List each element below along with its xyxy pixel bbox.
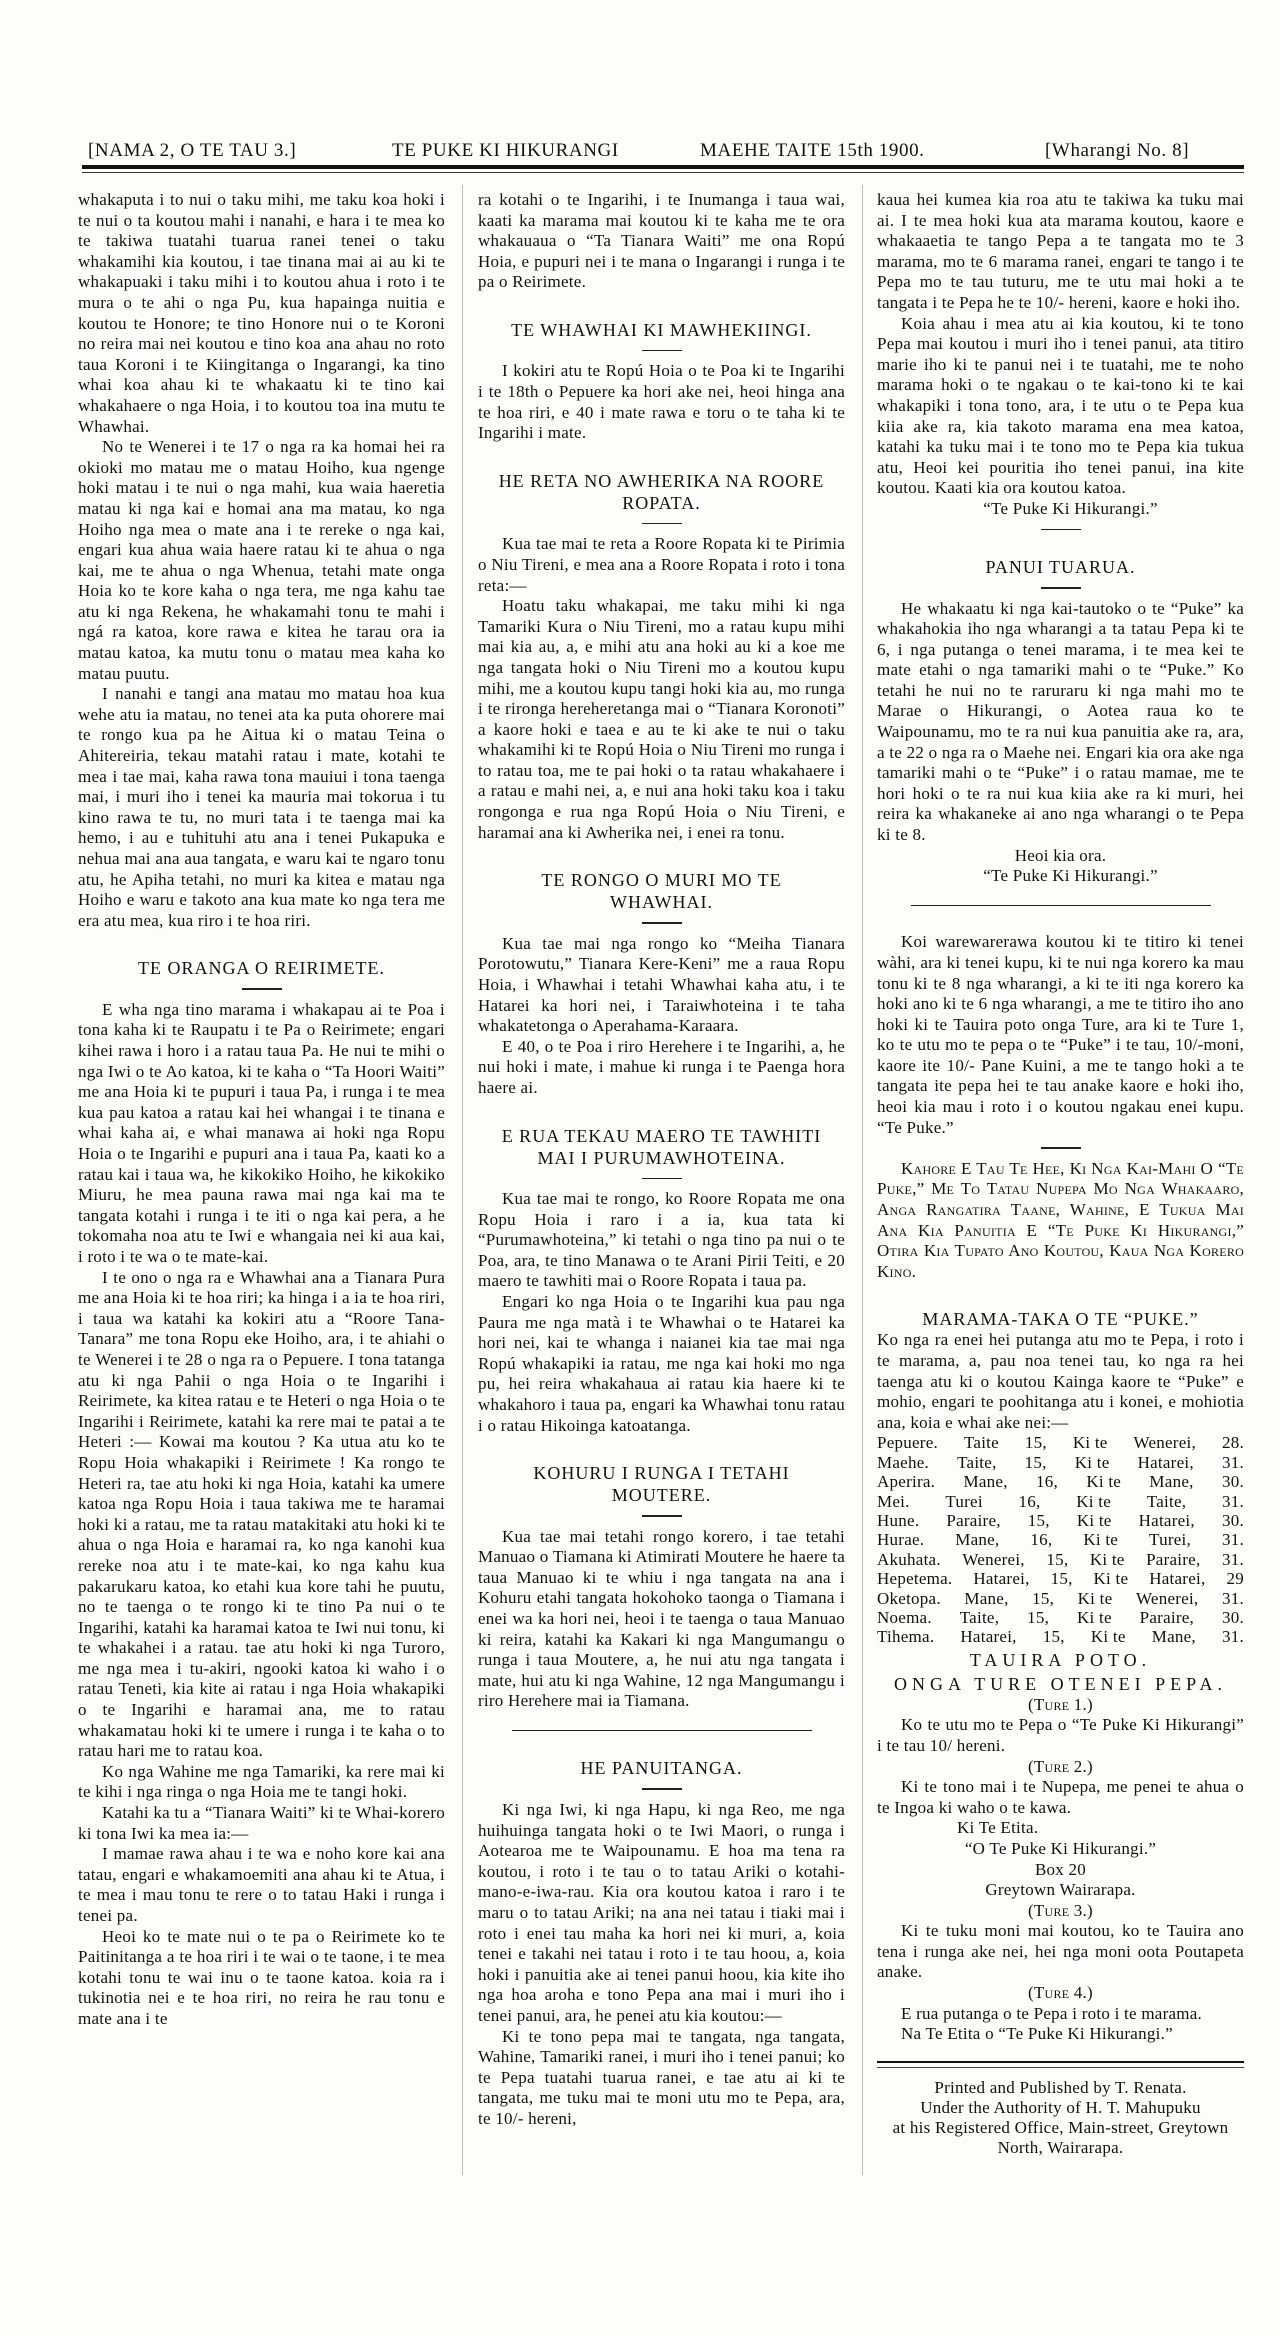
paragraph: Ko nga Wahine me nga Tamariki, ka rere mai ki te kihi i nga ringa o nga Hoia me te tangi hoki. bbox=[78, 1761, 445, 1802]
schedule-date: 15, bbox=[1024, 1433, 1047, 1453]
paragraph: Engari ko nga Hoia o te Ingarihi kua pau nga Paura me nga matà i te Whawhai o te Hatarei ka hori nei, kai te whanga i naianei kia tae mai nga Ropú whakapiki ia ratau, me nga kai hoki mo nga pu, hei reira whakahaua ai ratau kia haere ki te whakahoro i taua pa, engari ka Whawhai tonu ratau i o ratau Hikoinga katoatanga. bbox=[478, 1291, 845, 1435]
paragraph: Kua tae mai nga rongo ko “Meiha Tianara Porotowutu,” Tianara Kere-Keni” me a raua Ropu Hoia, i Whawhai i tetahi Whawhai kaha atu, i te Hatarei ka hori nei, i Taraiwhoteina i te taha whakatetonga o Aperahama-Karaara. bbox=[478, 933, 845, 1036]
short-rule bbox=[242, 988, 282, 990]
paragraph-continued: ra kotahi o te Ingarihi, i te Inumanga i taua wai, kaati ka marama mai koutou ki te kaha me te ora whakauaua o “Ta Tianara Waiti” me ona Ropú Hoia, e pupuri nei i te mana o Ingarangi i runga i te pa o Reirimete. bbox=[478, 190, 845, 292]
paragraph: I te ono o nga ra e Whawhai ana a Tianara Pura me ana Hoia ki te hoa riri; ka hinga i a ia te hoa riri, i taua wa katahi ka kokiri atu a “Roore Tana-Tanara” me tona Ropu eke Hoiho, ara, i te ahiahi o te Wenerei i te 28 o nga ra o Pepuere. I tona tatanga atu ki nga Pahii o nga Hoia o te Ingarihi i Reirimete, ka kitea ratau e te Heteri o nga Hoia o te Ingarihi i Reirimete, katahi ka rere mai te patai a te Heteri :— Kowai ma koutou ? Ka utua atu ko te Ropu Hoia whakapiki i Reirimete ! Ka rongo te Heteri ra, tae atu hoki ki nga Hoia, katahi ka umere katoa nga Ropu Hoia i taua takiwa me te haramai hoki ki a ratau, me ta ratau matakitaki atu hoki ki te ahua o nga Hoia e haramai ra, ko nga kanohi kua rereke noa atu i te mate-kai, ko nga kahu kua pakarukaru katoa, ko etahi kua kore tahi he puutu, no te taenga o te rongo ki te tino Pa nui o te Ingarihi, katahi ka haramai katoa te Iwi nui tonu, ki te whakahei i a ratau. tae atu hoki ki nga Turoro, me nga mea i tu-akiri, ngooki katoa ki waho i o ratau Teneti, kia kite ai ratau i nga Hoia whakapiki o te Ingarihi e haramai ana, me to ratau whakamatau hoki ki te umere i runga i te kaha o to ratau hari me to ratau koa. bbox=[78, 1267, 445, 1761]
schedule-ki: Ki te bbox=[1072, 1433, 1108, 1453]
schedule-date: 15, bbox=[1027, 1510, 1050, 1530]
schedule-row bbox=[877, 1627, 1244, 1646]
paragraph: Koia ahau i mea atu ai kia koutou, ki te tono Pepa mai koutou i muri iho i tenei panui, ata titiro marie iho ki te panui nei i te tuatahi, me te noho marama hoki o te ngakau o te kai-tono ki te kai whakapiki i tona tono, ara, i te utu o te Pepa kua kiia ake ra, kia takoto marama ena mea katoa, katahi ka tuku mai i te tono mo te Pepa kia tukua atu, Heoi kei pouritia iho tenei panui, ina kite koutou. Kaati kia ora koutou katoa. bbox=[877, 313, 1244, 498]
imprint-line: at his Registered Office, Main-street, Greytown North, Wairarapa. bbox=[892, 2117, 1229, 2157]
schedule-end-date: 31. bbox=[1222, 1627, 1244, 1647]
schedule-ki: Ki te bbox=[1090, 1627, 1126, 1647]
paragraph: No te Wenerei i te 17 o nga ra ka homai hei ra okioki mo matau me o matau Hoiho, kua ngenge hoki matau i te nui o nga mahi, kua waia haeretia matau ki nga kai e homai ana ma matau, ko nga Hoiho nga mea o mate ana i te rereke o nga kai, engari kua ahua waia haere ratau ki te ahua o nga kai, me te ahua o nga Whenua, tetahi mate onga Hoia ko te kore kaha o nga tera, me nga kahu tae atu ki nga Rekena, he whakamahi tonu te mahi i ngá ra katoa, kore rawa e kitea he tarau ora ia matau katoa, ka mutu tonu o matau mea kaha ko matau puutu. bbox=[78, 437, 445, 683]
schedule-end-day: Wenerei, bbox=[1133, 1433, 1196, 1453]
paragraph: Ki nga Iwi, ki nga Hapu, ki nga Reo, me nga huihuinga tangata hoki o te Iwi Maori, o runga i Aotearoa me te Waipounamu. E hoa ma tena ra koutou, i roto i te tau o to tatau Ariki o kotahi-mano-e-iwa-rau. Kia ora koutou katoa i raro i te maru o to tatau Ariki; na ana nei tatau i tiaki mai i roto i enei tau maha ka hori nei ki muri, a, koia tenei e takahi nei tatau i roto i te tau hoou, a, koia hoki i panuitia ake ai tenei panui hoou, kia kite iho nga hoa aroha e tono Pepa ana mai i muri iho i tenei panui, ara, he penei atu kia koutou:— bbox=[478, 1799, 845, 2025]
paragraph: E wha nga tino marama i whakapau ai te Poa i tona kaha ki te Raupatu i te Pa o Reirimete; engari kihei rawa i horo i a ratau taua Pa. He nui te mihi o nga Iwi o te Ao katoa, ki te kaha o “Ta Hoori Waiti” me ana Hoia ki te pupuri i taua Pa, i runga i te mea kua pau katoa a ratau kai hei whangai i te tinana e whai kaha ai, e whai manawa ai hoki nga Ropu Hoia o te Ingarihi e pupuri ana i taua Pa, kaati ko a ratau kai i taua wa, he kikokiko Hoiho, he kikokiko Miuru, he mea pauna rawa mai nga kai ma te tangata kotahi i runga i te iti o nga kai pera, a he tokomaha noa atu te Iwi e whangaia nei ki aua kai, i roto i te wa o te mate-kai. bbox=[78, 999, 445, 1266]
schedule-row bbox=[877, 1492, 1244, 1511]
centered-line: Box 20 bbox=[1034, 1859, 1087, 1879]
short-rule bbox=[1041, 587, 1081, 589]
issue-number: [NAMA 2, O TE TAU 3.] bbox=[88, 140, 297, 161]
schedule-end-day: Mane, bbox=[1149, 1472, 1194, 1492]
column-divider bbox=[462, 185, 463, 2175]
paragraph: Ki te tono mai i te Nupepa, me penei te ahua o te Ingoa ki waho o te kawa. bbox=[877, 1777, 1244, 1817]
schedule-end-date: 31. bbox=[1221, 1549, 1244, 1569]
paragraph: I mamae rawa ahau i te wa e noho kore kai ana tatau, engari e whakamoemiti ana ahau ki te Atua, i te mea i mau tonu te rere o to tatau Haki i runga i tenei pa. bbox=[78, 1844, 445, 1925]
schedule-end-day: Paraire, bbox=[1139, 1607, 1195, 1627]
schedule-month: Tihema. bbox=[877, 1627, 935, 1647]
schedule-date: 15, bbox=[1032, 1588, 1055, 1608]
paragraph: I nanahi e tangi ana matau mo matau hoa kua wehe atu ia matau, no tenei ata ka puta ohorere mai te rongo kua pa he Aitua ki o matau Teina o Ahitereiria, tekau matahi ratau i mate, kotahi te mea i tae mai, kaha rawa tona mauiui i tona taenga mai, i muri iho i tenei ka mauria mai tokorua i tu kino rawa te tu, no muri tata i te taenga mai ka hemo, i au e tuhituhi atu ana i tenei Pukapuka e nehua mai ana aua tangata, e waru kai te ngaro tonu atu, he Apiha tetahi, no muri ka kitea e matau nga Hoiho e waru e takoto ana kua mate ko nga tera me era atu mea, kua riro i te hoa riri. bbox=[78, 684, 445, 930]
schedule-row bbox=[877, 1511, 1244, 1530]
schedule-row bbox=[877, 1453, 1244, 1472]
rule-label: (Ture 3.) bbox=[1028, 1900, 1093, 1920]
schedule-date: 15, bbox=[1042, 1627, 1065, 1647]
section-heading: ONGA TURE OTENEI PEPA. bbox=[893, 1673, 1227, 1694]
paragraph: Koi warewarerawa koutou ki te titiro ki tenei wàhi, ara ki tenei kupu, ki te nui nga korero ka mau tonu ki te 8 nga wharangi, a ki te iti nga korero ka hoki ano ki te 6 nga wharangi, a me te titiro iho ano hoki ki te Tauira poto onga Ture, ara ki te Ture 1, ko te utu mo te pepa o te “Puke” i te tau, 10/-moni, kaore ite 10/- Pane Kuini, a me te tango hoki a te tangata ite pepa hei te tau anake kaore e hoki iho, heoi kia mau i roto i o koutou ngakau enei kupu. “Te Puke.” bbox=[877, 932, 1244, 1137]
article-heading: E RUA TEKAU MAERO TE TAWHITI MAI I PURUMAWHOTEINA. bbox=[501, 1125, 822, 1168]
short-rule bbox=[642, 350, 682, 352]
issue-date: MAEHE TAITE 15th 1900. bbox=[700, 140, 925, 161]
schedule-end-date: 30. bbox=[1221, 1510, 1244, 1530]
paragraph: Katahi ka tu a “Tianara Waiti” ki te Whai-korero ki tona Iwi ka mea ia:— bbox=[78, 1803, 445, 1843]
article-heading: TE RONGO O MURI MO TE WHAWHAI. bbox=[541, 870, 782, 913]
schedule-date: 16, bbox=[1036, 1472, 1059, 1492]
schedule-end-day: Wenerei, bbox=[1135, 1588, 1199, 1608]
schedule-day: Hatarei, bbox=[960, 1627, 1017, 1647]
short-rule bbox=[642, 523, 682, 525]
short-rule bbox=[642, 1515, 682, 1517]
signature: “Te Puke Ki Hikurangi.” bbox=[983, 498, 1158, 518]
paragraph: Heoi ko te mate nui o te pa o Reirimete ko te Paitinitanga a te hoa riri i te wai o te taone, i te mea kotahi tonu te wai inu o te taone katoa. koia ra i tukinotia nei e te hoa riri, no reira he rau tonu e mate ana i te bbox=[78, 1926, 445, 2028]
paragraph: Na Te Etita o “Te Puke Ki Hikurangi.” bbox=[901, 2024, 1173, 2044]
rule-label: (Ture 4.) bbox=[1028, 1983, 1093, 2003]
schedule-month: Maehe. bbox=[877, 1452, 930, 1472]
small-caps-notice: Kahore E Tau Te Hee, Ki Nga Kai-Mahi O “Te Puke,” Me To Tatau Nupepa Mo Nga Whakaaro, Anga Rangatira Taane, Wahine, E Tukua Mai Ana Kia Panuitia E “Te Puke Ki Hikurangi,” Otira Kia Tupato Ano Koutou, Kaua Nga Korero Kino. bbox=[877, 1158, 1244, 1281]
schedule-ki: Ki te bbox=[1076, 1491, 1112, 1511]
column-1 bbox=[78, 190, 445, 2030]
schedule-end-day: Paraire, bbox=[1146, 1549, 1201, 1569]
paragraph: Kua tae mai te reta a Roore Ropata ki te Pirimia o Niu Tireni, e mea ana a Roore Ropata i roto i tona reta:— bbox=[478, 534, 845, 595]
centered-line: Heoi kia ora. bbox=[1014, 845, 1107, 865]
rule-label: (Ture 1.) bbox=[1028, 1694, 1093, 1714]
paragraph: Kua tae mai te rongo, ko Roore Ropata me ona Ropu Hoia i raro i a ia, kua tata ki “Purumawhoteina,” ki tetahi o nga tino pa nui o te Poa, ara, te tino Manawa o te Arani Pirii Teiti, e 20 maero te tawhiti mai o Roore Ropata i taua pa. bbox=[478, 1189, 845, 1291]
schedule-date: 16, bbox=[1030, 1530, 1053, 1550]
schedule-day: Taite, bbox=[957, 1452, 997, 1472]
paragraph: I kokiri atu te Ropú Hoia o te Poa ki te Ingarihi i te 18th o Pepuere ka hori ake nei, heoi hinga ana te hoa riri, e 40 i mate rawa e toru o te taha ki te Ingarihi i mate. bbox=[478, 361, 845, 443]
schedule-ki: Ki te bbox=[1089, 1549, 1125, 1569]
schedule-month: Aperira. bbox=[877, 1472, 936, 1492]
schedule-ki: Ki te bbox=[1074, 1452, 1110, 1472]
paragraph-continued: whakaputa i to nui o taku mihi, me taku koa hoki i te nui o ta koutou mahi i nanahi, e hara i te mea ko te takiwa tuatahi tuarua ranei tenei o taku whakamihi kia koutou, i tae tinana mai ai au ki te whakapuaki i taku mihi i to koutou ahua i roto i te mura o te ahi o nga Pu, kua hapainga nuitia e koutou te Honore; te tino Honore nui o te Koroni no reira mai nei koutou e tino koa ana ahau no roto taua Koroni i te Kiingitanga o Ingarangi, ka tino whai koa ahau ki te whakaatu ki te tino kai whakahaere o nga Hoia, i to koutou toa ina mutu te Whawhai. bbox=[78, 190, 445, 436]
section-heading: TAUIRA POTO. bbox=[969, 1649, 1152, 1670]
header-rule-thin bbox=[82, 172, 1244, 173]
schedule-end-date: 30. bbox=[1221, 1472, 1244, 1492]
imprint-line: Under the Authority of H. T. Mahupuku bbox=[920, 2097, 1201, 2117]
schedule-row bbox=[877, 1569, 1244, 1588]
header-rule bbox=[82, 165, 1244, 169]
article-heading: TE ORANGA O REIRIMETE. bbox=[138, 958, 385, 979]
double-rule bbox=[877, 2061, 1244, 2068]
schedule-month: Hurae. bbox=[877, 1530, 925, 1550]
centered-line: “O Te Puke Ki Hikurangi.” bbox=[964, 1838, 1157, 1858]
centered-line: Greytown Wairarapa. bbox=[985, 1880, 1136, 1900]
schedule-ki: Ki te bbox=[1083, 1530, 1119, 1550]
paragraph: E rua putanga o te Pepa i roto i te marama. bbox=[901, 2003, 1203, 2023]
article-heading: PANUI TUARUA. bbox=[985, 557, 1136, 577]
separator-rule bbox=[911, 905, 1211, 907]
article-heading: HE PANUITANGA. bbox=[580, 1758, 743, 1779]
separator-rule bbox=[512, 1730, 812, 1732]
short-rule bbox=[642, 922, 682, 924]
schedule-end-date: 31. bbox=[1221, 1452, 1244, 1472]
schedule-row bbox=[877, 1589, 1244, 1608]
schedule-month: Hepetema. bbox=[877, 1569, 953, 1589]
schedule-end-day: Hatarei, bbox=[1137, 1452, 1194, 1472]
schedule-ki: Ki te bbox=[1086, 1472, 1122, 1492]
schedule-ki: Ki te bbox=[1093, 1569, 1129, 1589]
schedule-end-date: 29 bbox=[1226, 1569, 1244, 1589]
schedule-end-date: 31. bbox=[1221, 1588, 1244, 1608]
schedule-end-date: 31. bbox=[1221, 1530, 1244, 1550]
schedule-end-day: Hatarei, bbox=[1138, 1510, 1195, 1530]
schedule-date: 15, bbox=[1024, 1452, 1047, 1472]
schedule-end-day: Turei, bbox=[1149, 1530, 1191, 1550]
paragraph: E 40, o te Poa i riro Herehere i te Ingarihi, a, he nui hoki i mate, i mahue ki runga i te Paenga hora haere ai. bbox=[478, 1036, 845, 1097]
paragraph: Hoatu taku whakapai, me taku mihi ki nga Tamariki Kura o Niu Tireni, mo a ratau kupu mihi mai kia au, a, e mihi atu ana hoki au ki a koe me nga tangata hoki o Niu Tireni mo a koutou kupu mihi, me a koutou kupu tangi hoki kia au, mo runga i te rironga hereheretanga mai o “Tianara Koronoti” a kaore hoki e taea e au te ki ake te nui o taku whakamihi ki te Ropú Hoia o Niu Tireni mo runga i to ratau toa, me te pai hoki o ta ratau whakahaere i a ratau e mahi nei, a, e nui ana hoki taku koa i taku rongonga e rua nga Ropú Hoia o Niu Tireni, e haramai ana ki Awherika nei, i enei ra tonu. bbox=[478, 596, 845, 842]
schedule-month: Akuhata. bbox=[877, 1549, 941, 1569]
schedule-end-day: Mane, bbox=[1151, 1627, 1196, 1647]
schedule-row bbox=[877, 1608, 1244, 1627]
schedule-day: Hatarei, bbox=[973, 1569, 1030, 1589]
schedule-date: 15, bbox=[1027, 1607, 1050, 1627]
schedule-day: Paraire, bbox=[946, 1510, 1001, 1530]
article-heading: MARAMA-TAKA O TE “PUKE.” bbox=[922, 1309, 1199, 1330]
signature: “Te Puke Ki Hikurangi.” bbox=[983, 866, 1158, 886]
schedule-row bbox=[877, 1550, 1244, 1569]
article-heading: HE RETA NO AWHERIKA NA ROORE ROPATA. bbox=[498, 470, 825, 513]
schedule-end-day: Hatarei, bbox=[1149, 1569, 1206, 1589]
schedule-end-date: 30. bbox=[1221, 1607, 1244, 1627]
imprint-line: Printed and Published by T. Renata. bbox=[934, 2077, 1187, 2097]
schedule-day: Mane, bbox=[963, 1472, 1008, 1492]
schedule-end-date: 31. bbox=[1221, 1491, 1244, 1511]
column-divider bbox=[862, 185, 863, 2175]
schedule-date: 15, bbox=[1050, 1569, 1073, 1589]
schedule-end-day: Taite, bbox=[1146, 1491, 1187, 1511]
schedule-row bbox=[877, 1433, 1244, 1452]
schedule-month: Oketopa. bbox=[877, 1588, 941, 1608]
newspaper-title: TE PUKE KI HIKURANGI bbox=[392, 140, 619, 161]
schedule-ki: Ki te bbox=[1076, 1510, 1112, 1530]
address-line: Ki Te Etita. bbox=[957, 1818, 1039, 1838]
schedule-date: 16, bbox=[1018, 1491, 1041, 1511]
schedule-end-date: 28. bbox=[1221, 1433, 1244, 1453]
paragraph: He whakaatu ki nga kai-tautoko o te “Puke” ka whakahokia iho nga wharangi a ta tatau Pepa ki te 6, i nga putanga o tenei marama, i te mea kei te mate etahi o nga tamariki mahi o te “Puke.” Ko tetahi he nui no te raruraru ki nga mahi mo te Marae o Hikurangi, o Aotea raua ko te Waipounamu, mo te ra nui kua panuitia ake ra, ara, a te 22 o nga ra o Maehe nei. Engari kia ora ake nga tamariki mahi o te “Puke” i o ratau mamae, me te hori hoki o te ra nui kua kiia ake ra ki muri, hei reira ka whakaneke ai ano nga wharangi o te Pepa ki te 8. bbox=[877, 598, 1245, 845]
schedule-day: Taite, bbox=[959, 1607, 1000, 1627]
paragraph: Ko te utu mo te Pepa o “Te Puke Ki Hikurangi” i te tau 10/ hereni. bbox=[877, 1715, 1244, 1755]
schedule-row bbox=[877, 1530, 1244, 1549]
column-3 bbox=[877, 190, 1244, 2158]
short-rule bbox=[642, 1178, 682, 1180]
schedule-month: Hune. bbox=[877, 1510, 920, 1530]
schedule-day: Mane, bbox=[964, 1588, 1009, 1608]
schedule-day: Mane, bbox=[955, 1530, 1000, 1550]
schedule-day: Wenerei, bbox=[962, 1549, 1025, 1569]
paragraph-continued: kaua hei kumea kia roa atu te takiwa ka tuku mai ai. I te mea hoki kua ata marama koutou, kaore e whakaaetia te tango Pepa a te tangata mo te 3 marama, mo te 6 marama ranei, engari te tango i te Pepa mo te tau tuturu, me te utu mai hoki a te tangata i te Pepa he te 10/- hereni, kaore e hoki iho. bbox=[877, 190, 1244, 312]
paragraph: Kua tae mai tetahi rongo korero, i tae tetahi Manuao o Tiamana ki Atimirati Moutere he haere ta taua Manuao ki te whiu i nga tangata na ana i Kohuru etahi tangata hokohoko taonga o Tiamana i enei wa ka hori nei, heoi i te taenga o taua Manuao ki reira, katahi ka Kakari ki nga Mangumangu o runga i taua Moutere, a, he nui atu nga tangata i mate, hui atu ki nga Wahine, 12 nga Mangumangu i riro Herehere mai ia Tiamana. bbox=[478, 1526, 845, 1711]
schedule-month: Pepuere. bbox=[877, 1433, 939, 1453]
rule-label: (Ture 2.) bbox=[1028, 1756, 1093, 1776]
short-rule bbox=[642, 1788, 682, 1790]
schedule-ki: Ki te bbox=[1077, 1607, 1112, 1627]
paragraph-continued: Ko nga ra enei hei putanga atu mo te Pepa, i roto i te marama, a, pau noa tenei tau, ko nga ra hei taenga atu ki o koutou Kainga kaore te “Puke” e mohio, engari te poohitanga atu i konei, e mohiotia ana, koia e whai ake nei:— bbox=[877, 1330, 1244, 1432]
schedule-date: 15, bbox=[1046, 1549, 1069, 1569]
article-heading: TE WHAWHAI KI MAWHEKIINGI. bbox=[511, 319, 812, 340]
schedule-row bbox=[877, 1472, 1244, 1491]
short-rule bbox=[1041, 1147, 1081, 1149]
paragraph: Ki te tuku moni mai koutou, ko te Tauira ano tena i runga ake nei, hei nga moni oota Poutapeta anake. bbox=[877, 1921, 1244, 1982]
schedule-day: Turei bbox=[945, 1491, 983, 1511]
schedule-day: Taite bbox=[963, 1433, 999, 1453]
schedule-month: Mei. bbox=[877, 1491, 910, 1511]
schedule-ki: Ki te bbox=[1077, 1588, 1113, 1608]
paragraph: Ki te tono pepa mai te tangata, nga tangata, Wahine, Tamariki ranei, i muri iho i tenei panui; ko te Pepa tuatahi tuarua ranei, e tae atu ai ki te tangata, me tuku mai te moni utu mo te Pepa, ara, te 10/- hereni, bbox=[478, 2026, 845, 2128]
page-number: [Wharangi No. 8] bbox=[1045, 140, 1190, 161]
column-2 bbox=[478, 190, 845, 2129]
short-rule bbox=[1041, 529, 1081, 531]
schedule-month: Noema. bbox=[877, 1607, 932, 1627]
article-heading: KOHURU I RUNGA I TETAHI MOUTERE. bbox=[533, 1463, 790, 1506]
